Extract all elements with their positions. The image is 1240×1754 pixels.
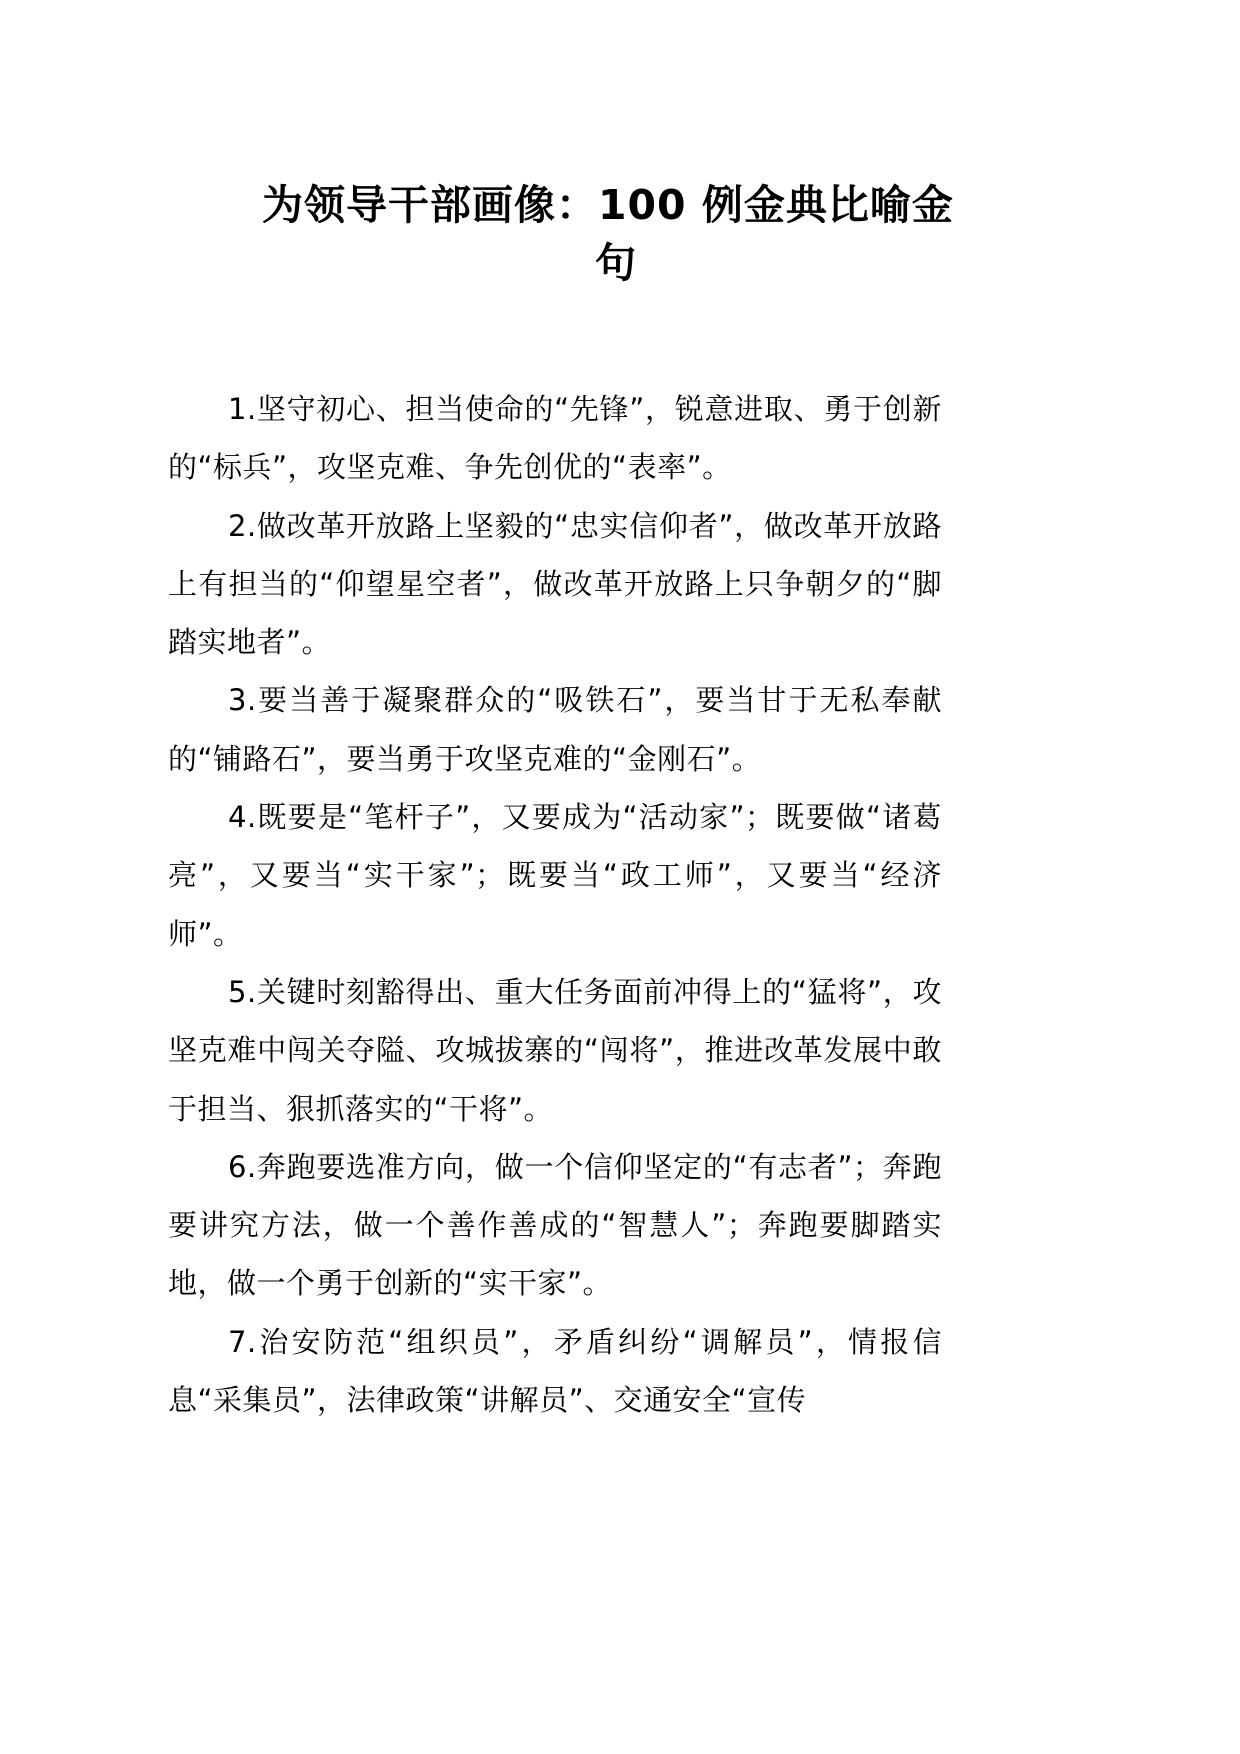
paragraph-5: 5.关键时刻豁得出、重大任务面前冲得上的“猛将”，攻坚克难中闯关夺隘、攻城拔寨的“闯将”，推进改革发展中敢于担当、狠抓落实的“干将”。 bbox=[168, 974, 942, 1126]
title-line-1: 为领导干部画像：100 例金典比喻金 bbox=[262, 181, 954, 229]
title-line-2: 句 bbox=[595, 239, 637, 287]
paragraph-4: 4.既要是“笔杆子”，又要成为“活动家”；既要做“诸葛亮”，又要当“实干家”；既要当“政工师”，又要当“经济师”。 bbox=[168, 800, 942, 951]
document-body bbox=[168, 380, 942, 1429]
paragraph-2: 2.做改革开放路上坚毅的“忠实信仰者”，做改革开放路上有担当的“仰望星空者”，做改革开放路上只争朝夕的“脚踏实地者”。 bbox=[168, 508, 942, 660]
paragraph-6: 6.奔跑要选准方向，做一个信仰坚定的“有志者”；奔跑要讲究方法，做一个善作善成的“智慧人”；奔跑要脚踏实地，做一个勇于创新的“实干家”。 bbox=[168, 1149, 942, 1301]
paragraph-1: 1.坚守初心、担当使命的“先锋”，锐意进取、勇于创新的“标兵”，攻坚克难、争先创优的“表率”。 bbox=[168, 392, 942, 485]
paragraph-7: 7.治安防范“组织员”，矛盾纠纷“调解员”，情报信息“采集员”，法律政策“讲解员”、交通安全“宣传 bbox=[168, 1324, 942, 1418]
document-title bbox=[240, 176, 970, 292]
paragraph-3: 3.要当善于凝聚群众的“吸铁石”，要当甘于无私奉献的“铺路石”，要当勇于攻坚克难的“金刚石”。 bbox=[168, 683, 942, 776]
